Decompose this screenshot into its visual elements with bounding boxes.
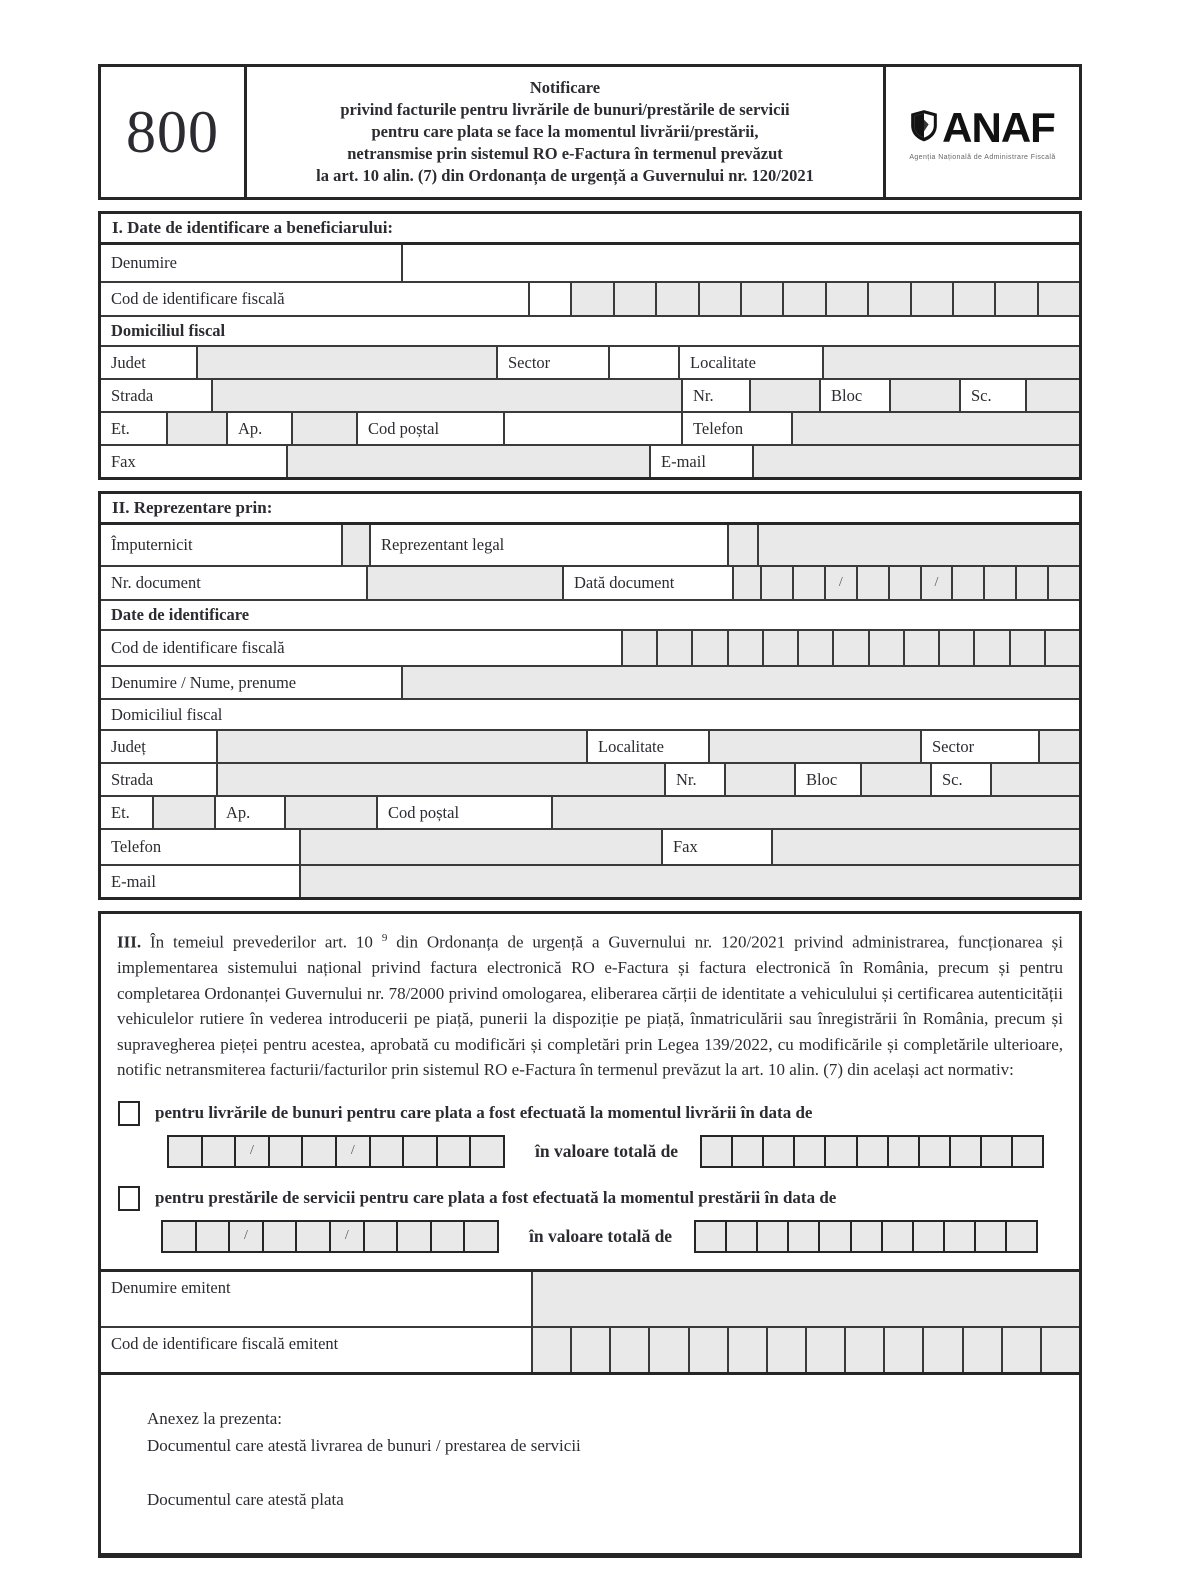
email-input[interactable] <box>754 446 1079 477</box>
label-date-identificare: Date de identificare <box>111 605 250 624</box>
char-box[interactable] <box>1015 567 1047 599</box>
char-box[interactable] <box>856 1137 887 1166</box>
row-reprezentare <box>101 525 1079 565</box>
char-box[interactable] <box>980 1137 1011 1166</box>
strada-input[interactable] <box>213 380 683 411</box>
char-box[interactable] <box>793 1137 824 1166</box>
char-box[interactable] <box>163 1222 195 1251</box>
separator-box: / <box>335 1137 369 1166</box>
char-box[interactable] <box>609 1328 648 1372</box>
label-nr-2: Nr. <box>666 764 726 795</box>
reprezentant-checkbox-cell[interactable] <box>729 525 759 565</box>
char-box[interactable] <box>844 1328 883 1372</box>
char-box[interactable] <box>469 1137 503 1166</box>
char-box[interactable] <box>825 283 867 315</box>
annex-block <box>101 1375 1079 1553</box>
char-box[interactable] <box>832 631 867 665</box>
row-domiciliul-fiscal <box>101 315 1079 345</box>
char-box[interactable] <box>698 283 740 315</box>
data-document-boxes[interactable] <box>762 567 1079 599</box>
sc-2-input[interactable] <box>992 764 1079 795</box>
char-box[interactable] <box>782 283 824 315</box>
char-box[interactable] <box>867 283 909 315</box>
fax-input[interactable] <box>288 446 651 477</box>
char-box[interactable] <box>436 1137 470 1166</box>
anaf-shield-icon <box>910 109 938 147</box>
label-fax: Fax <box>101 446 288 477</box>
row-cif-emitent <box>101 1326 1079 1372</box>
label-sc-2: Sc. <box>932 764 992 795</box>
char-box[interactable] <box>656 631 691 665</box>
char-box[interactable] <box>268 1137 302 1166</box>
sc-input[interactable] <box>1027 380 1079 411</box>
row-email-2 <box>101 864 1079 897</box>
char-box[interactable] <box>1040 1328 1079 1372</box>
row-strada-2 <box>101 762 1079 795</box>
option-servicii-row <box>101 1186 1079 1211</box>
char-box[interactable] <box>918 1137 949 1166</box>
label-localitate-2: Localitate <box>588 731 710 762</box>
char-box[interactable] <box>850 1222 881 1251</box>
label-email-2: E-mail <box>101 866 301 897</box>
char-box[interactable] <box>201 1137 235 1166</box>
checkbox-servicii[interactable] <box>118 1186 140 1211</box>
label-sector: Sector <box>498 347 610 378</box>
char-box[interactable] <box>1005 1222 1036 1251</box>
label-bloc: Bloc <box>821 380 891 411</box>
row-etaj <box>101 411 1079 444</box>
sector-input[interactable] <box>610 347 680 378</box>
char-box[interactable] <box>530 283 570 315</box>
char-box[interactable] <box>805 1328 844 1372</box>
bunuri-valoare-label: în valoare totală de <box>535 1140 679 1161</box>
char-box[interactable] <box>983 567 1015 599</box>
label-et: Et. <box>101 413 168 444</box>
label-cif-emitent: Cod de identificare fiscală emitent <box>101 1328 533 1372</box>
form-header <box>98 64 1082 200</box>
char-box[interactable] <box>731 1137 762 1166</box>
char-box[interactable] <box>1011 1137 1042 1166</box>
section-2 <box>98 491 1082 900</box>
cif-2-boxes[interactable] <box>623 631 1079 665</box>
servicii-values-row <box>101 1220 1079 1253</box>
label-denumire-emitent: Denumire emitent <box>101 1272 533 1326</box>
label-telefon-2: Telefon <box>101 830 301 864</box>
bunuri-values-row <box>101 1135 1079 1168</box>
char-box[interactable] <box>973 631 1008 665</box>
row-denumire <box>101 245 1079 281</box>
annex-title: Anexez la prezenta: <box>147 1408 282 1428</box>
char-box[interactable] <box>792 567 824 599</box>
row-document <box>101 565 1079 599</box>
label-cod-postal-2: Cod poștal <box>378 797 553 828</box>
char-box[interactable] <box>856 567 888 599</box>
et-input[interactable] <box>168 413 228 444</box>
separator-box: / <box>329 1222 363 1251</box>
section-3 <box>98 911 1082 1558</box>
char-box[interactable] <box>824 1137 855 1166</box>
char-box[interactable] <box>725 1222 756 1251</box>
label-sector-2: Sector <box>922 731 1040 762</box>
char-box[interactable] <box>797 631 832 665</box>
reprezentare-input[interactable] <box>759 525 1079 565</box>
label-sc: Sc. <box>961 380 1027 411</box>
char-box[interactable] <box>727 1328 766 1372</box>
label-cif-2: Cod de identificare fiscală <box>101 631 623 665</box>
char-box[interactable] <box>402 1137 436 1166</box>
char-box[interactable] <box>974 1222 1005 1251</box>
separator-box: / <box>824 567 856 599</box>
email-2-input[interactable] <box>301 866 1079 897</box>
row-telefon-2 <box>101 828 1079 864</box>
denumire-nume-input[interactable] <box>403 667 1079 698</box>
localitate-input[interactable] <box>824 347 1079 378</box>
cif-boxes[interactable] <box>530 283 1079 315</box>
label-email: E-mail <box>651 446 754 477</box>
label-reprezentant-legal: Reprezentant legal <box>371 525 729 565</box>
nr-document-input[interactable] <box>368 567 564 599</box>
label-strada-2: Strada <box>101 764 218 795</box>
label-ap: Ap. <box>228 413 293 444</box>
anaf-logo-subtitle: Agenția Națională de Administrare Fiscală <box>909 153 1056 161</box>
char-box[interactable] <box>691 631 726 665</box>
bloc-input[interactable] <box>891 380 961 411</box>
char-box[interactable] <box>787 1222 818 1251</box>
nr-input[interactable] <box>751 380 821 411</box>
row-denumire-nume <box>101 665 1079 698</box>
char-box[interactable] <box>994 283 1036 315</box>
char-box[interactable] <box>1001 1328 1040 1372</box>
char-box[interactable] <box>727 631 762 665</box>
label-localitate: Localitate <box>680 347 824 378</box>
row-denumire-emitent <box>101 1272 1079 1326</box>
char-box[interactable] <box>363 1222 397 1251</box>
char-box[interactable] <box>951 567 983 599</box>
row-fax <box>101 444 1079 477</box>
char-box[interactable] <box>740 283 782 315</box>
char-box[interactable] <box>938 631 973 665</box>
form-page <box>98 64 1082 1558</box>
telefon-input[interactable] <box>793 413 1079 444</box>
title-line-2: privind facturile pentru livrările de bunuri/prestările de servicii <box>340 100 790 119</box>
label-telefon: Telefon <box>683 413 793 444</box>
label-domiciliul-fiscal: Domiciliul fiscal <box>111 321 226 340</box>
char-box[interactable] <box>766 1328 805 1372</box>
char-box[interactable] <box>613 283 655 315</box>
title-line-3: pentru care plata se face la momentul livrării/prestării, <box>371 122 759 141</box>
strada-2-input[interactable] <box>218 764 666 795</box>
row-cif <box>101 281 1079 315</box>
anaf-logo <box>883 67 1079 197</box>
char-box[interactable] <box>648 1328 687 1372</box>
char-box[interactable] <box>910 283 952 315</box>
bloc-2-input[interactable] <box>862 764 932 795</box>
cod-postal-input[interactable] <box>505 413 683 444</box>
label-fax-2: Fax <box>663 830 773 864</box>
char-box[interactable] <box>262 1222 296 1251</box>
judet-input[interactable] <box>198 347 498 378</box>
char-box[interactable] <box>1047 567 1079 599</box>
label-cif: Cod de identificare fiscală <box>101 283 530 315</box>
char-box[interactable] <box>762 1137 793 1166</box>
char-box[interactable] <box>943 1222 974 1251</box>
label-strada: Strada <box>101 380 213 411</box>
sector-2-input[interactable] <box>1040 731 1079 762</box>
char-box[interactable] <box>655 283 697 315</box>
char-box[interactable] <box>868 631 903 665</box>
char-box[interactable] <box>1044 631 1079 665</box>
char-box[interactable] <box>1037 283 1079 315</box>
char-box[interactable] <box>570 1328 609 1372</box>
label-nr: Nr. <box>683 380 751 411</box>
char-box[interactable] <box>688 1328 727 1372</box>
form-title <box>247 67 883 197</box>
char-box[interactable] <box>903 631 938 665</box>
row-date-identificare <box>101 599 1079 629</box>
bunuri-valoare-boxes[interactable] <box>700 1135 1044 1168</box>
label-judet-2: Județ <box>101 731 218 762</box>
imputernicit-checkbox-cell[interactable] <box>343 525 371 565</box>
paragraph-text-after: din Ordonanța de urgență a Guvernului nr. 120/2021 privind administrarea, funcționarea și implementarea sistemului național privind factura electronică RO e-Factura și factura electronică în România, precum și pentru completarea Ordonanței Guvernului nr. 78/2000 privind omologarea, eliberarea cărții de identitate a vehiculului și certificarea autenticității vehiculelor rutiere în vederea introducerii pe piață, punerii la dispoziție pe piață, înmatriculării sau înregistrării în România, precum și supravegherea pieței pentru acestea, aprobată cu modificări și completări prin Legea 139/2022, cu modificările și completările ulterioare, notific netransmiterea facturii/facturilor prin sistemul RO e-Factura în termenul prevăzut la art. 10 alin. (7) din același act normativ: <box>117 932 1063 1080</box>
label-denumire-nume: Denumire / Nume, prenume <box>101 667 403 698</box>
char-box[interactable] <box>301 1137 335 1166</box>
char-box[interactable] <box>533 1328 570 1372</box>
row-strada <box>101 378 1079 411</box>
char-box[interactable] <box>881 1222 912 1251</box>
option-bunuri-row <box>101 1101 1079 1126</box>
char-box[interactable] <box>952 283 994 315</box>
separator-box: / <box>234 1137 268 1166</box>
emitent-table <box>101 1269 1079 1375</box>
char-box[interactable] <box>463 1222 497 1251</box>
char-box[interactable] <box>396 1222 430 1251</box>
section-1 <box>98 211 1082 480</box>
section-3-paragraph <box>101 914 1079 1087</box>
char-box[interactable] <box>887 1137 918 1166</box>
bunuri-date-boxes[interactable] <box>167 1135 505 1168</box>
char-box[interactable] <box>369 1137 403 1166</box>
row-cif-2 <box>101 629 1079 665</box>
servicii-valoare-label: în valoare totală de <box>529 1225 673 1246</box>
data-document-cell[interactable] <box>734 567 762 599</box>
form-number: 800 <box>101 67 247 197</box>
label-nr-document: Nr. document <box>101 567 368 599</box>
et-2-input[interactable] <box>154 797 216 828</box>
cif-emitent-boxes[interactable] <box>533 1328 1079 1372</box>
cod-postal-2-input[interactable] <box>553 797 1079 828</box>
char-box[interactable] <box>702 1137 731 1166</box>
char-box[interactable] <box>195 1222 229 1251</box>
char-box[interactable] <box>962 1328 1001 1372</box>
row-judet-2 <box>101 729 1079 762</box>
checkbox-bunuri[interactable] <box>118 1101 140 1126</box>
char-box[interactable] <box>570 283 612 315</box>
annex-doc-2: Documentul care atestă plata <box>147 1489 344 1509</box>
label-judet: Judet <box>101 347 198 378</box>
char-box[interactable] <box>623 631 656 665</box>
char-box[interactable] <box>430 1222 464 1251</box>
label-imputernicit: Împuternicit <box>101 525 343 565</box>
servicii-valoare-boxes[interactable] <box>694 1220 1038 1253</box>
char-box[interactable] <box>818 1222 849 1251</box>
label-cod-postal: Cod poștal <box>358 413 505 444</box>
label-bloc-2: Bloc <box>796 764 862 795</box>
row-judet <box>101 345 1079 378</box>
char-box[interactable] <box>949 1137 980 1166</box>
separator-box: / <box>228 1222 262 1251</box>
option-servicii-label: pentru prestările de servicii pentru care plata a fost efectuată la momentul prestării în data de <box>155 1188 837 1208</box>
row-etaj-2 <box>101 795 1079 828</box>
paragraph-superscript: 9 <box>381 932 388 944</box>
char-box[interactable] <box>169 1137 201 1166</box>
title-line-4: netransmise prin sistemul RO e-Factura în termenul prevăzut <box>347 144 783 163</box>
separator-box: / <box>920 567 952 599</box>
anaf-logo-text: ANAF <box>942 103 1055 151</box>
char-box[interactable] <box>762 631 797 665</box>
ap-2-input[interactable] <box>286 797 378 828</box>
option-bunuri-label: pentru livrările de bunuri pentru care plata a fost efectuată la momentul livrării în data de <box>155 1103 813 1123</box>
fax-2-input[interactable] <box>773 830 1079 864</box>
annex-doc-1: Documentul care atestă livrarea de bunuri / prestarea de servicii <box>147 1435 581 1455</box>
char-box[interactable] <box>883 1328 922 1372</box>
row-domiciliul-fiscal-2 <box>101 698 1079 729</box>
char-box[interactable] <box>1009 631 1044 665</box>
char-box[interactable] <box>912 1222 943 1251</box>
label-denumire: Denumire <box>101 245 403 281</box>
denumire-input[interactable] <box>403 245 1079 281</box>
char-box[interactable] <box>696 1222 725 1251</box>
nr-2-input[interactable] <box>726 764 796 795</box>
char-box[interactable] <box>922 1328 961 1372</box>
label-et-2: Et. <box>101 797 154 828</box>
char-box[interactable] <box>762 567 792 599</box>
char-box[interactable] <box>756 1222 787 1251</box>
label-ap-2: Ap. <box>216 797 286 828</box>
section-2-title: II. Reprezentare prin: <box>101 494 1079 525</box>
section-1-title: I. Date de identificare a beneficiarului: <box>101 214 1079 245</box>
localitate-2-input[interactable] <box>710 731 922 762</box>
ap-input[interactable] <box>293 413 358 444</box>
label-data-document: Dată document <box>564 567 734 599</box>
label-domiciliul-fiscal-2: Domiciliul fiscal <box>111 704 223 724</box>
paragraph-text-before: În temeiul prevederilor art. 10 <box>141 932 382 952</box>
section-3-number: III. <box>117 932 142 952</box>
title-line-1: Notificare <box>529 78 601 97</box>
denumire-emitent-input[interactable] <box>533 1272 1079 1326</box>
title-line-5: la art. 10 alin. (7) din Ordonanța de urgență a Guvernului nr. 120/2021 <box>316 166 814 185</box>
char-box[interactable] <box>888 567 920 599</box>
telefon-2-input[interactable] <box>301 830 663 864</box>
char-box[interactable] <box>295 1222 329 1251</box>
judet-2-input[interactable] <box>218 731 588 762</box>
servicii-date-boxes[interactable] <box>161 1220 499 1253</box>
